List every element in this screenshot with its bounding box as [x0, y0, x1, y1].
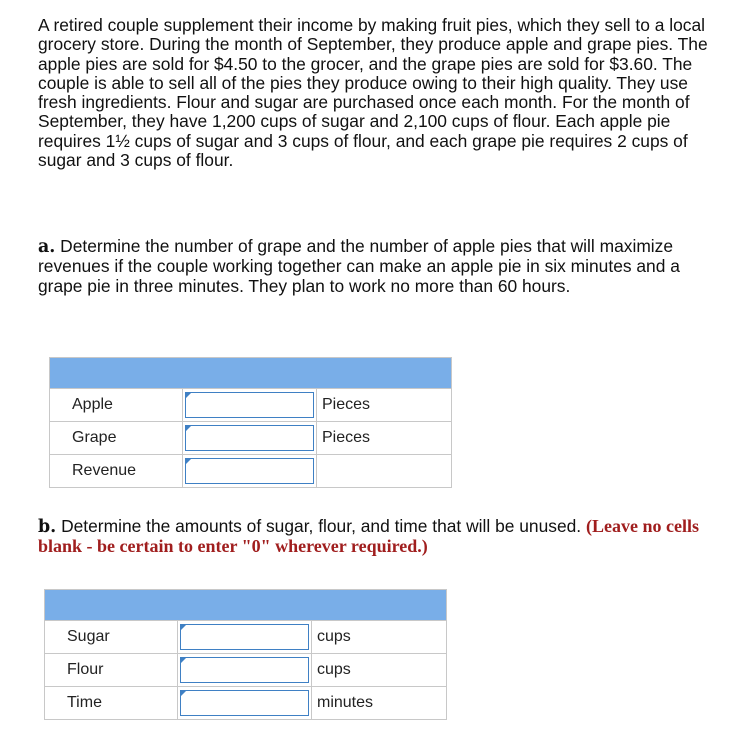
row-label-grape: Grape — [50, 422, 183, 455]
table-row — [50, 389, 452, 422]
unit-sugar: cups — [312, 621, 447, 654]
question-a — [38, 237, 710, 296]
flour-input[interactable] — [180, 657, 309, 683]
input-marker-icon — [180, 690, 187, 697]
row-label-flour: Flour — [45, 654, 178, 687]
question-a-letter: a. — [38, 237, 56, 257]
row-label-sugar: Sugar — [45, 621, 178, 654]
table-row — [50, 455, 452, 488]
unit-flour: cups — [312, 654, 447, 687]
answer-table-b — [44, 589, 447, 720]
unit-apple: Pieces — [317, 389, 452, 422]
row-label-time: Time — [45, 687, 178, 720]
apple-input[interactable] — [185, 392, 314, 418]
table-row — [45, 621, 447, 654]
unit-grape: Pieces — [317, 422, 452, 455]
table-row — [45, 654, 447, 687]
table-b-header — [45, 590, 447, 621]
instruction-note: (Leave no cells blank - be certain to enter "0" wherever required.) — [38, 516, 699, 557]
table-row — [50, 422, 452, 455]
question-a-text: Determine the number of grape and the number of apple pies that will maximize revenues if the couple working together can make an apple pie in six minutes and a grape pie in three minutes. They plan to work no more than 60 hours. — [38, 236, 680, 296]
grape-input[interactable] — [185, 425, 314, 451]
input-marker-icon — [180, 624, 187, 631]
time-input[interactable] — [180, 690, 309, 716]
table-a-header — [50, 358, 452, 389]
question-b-letter: b. — [38, 517, 57, 537]
input-marker-icon — [185, 392, 192, 399]
input-marker-icon — [180, 657, 187, 664]
answer-table-a — [49, 357, 452, 488]
row-label-revenue: Revenue — [50, 455, 183, 488]
question-b — [38, 517, 710, 557]
revenue-input[interactable] — [185, 458, 314, 484]
table-row — [45, 687, 447, 720]
input-marker-icon — [185, 458, 192, 465]
unit-revenue — [317, 455, 452, 488]
row-label-apple: Apple — [50, 389, 183, 422]
input-marker-icon — [185, 425, 192, 432]
question-b-text: Determine the amounts of sugar, flour, and time that will be unused. — [61, 516, 582, 536]
sugar-input[interactable] — [180, 624, 309, 650]
unit-time: minutes — [312, 687, 447, 720]
problem-statement: A retired couple supplement their income by making fruit pies, which they sell to a local grocery store. During the month of September, they produce apple and grape pies. The apple pies are sold for $4.50 to the grocer, and the grape pies are sold for $3.60. The couple is able to sell all of the pies they produce owing to their high quality. They use fresh ingredients. Flour and sugar are purchased once each month. For the month of September, they have 1,200 cups of sugar and 2,100 cups of flour. Each apple pie requires 1½ cups of sugar and 3 cups of flour, and each grape pie requires 2 cups of sugar and 3 cups of flour. — [38, 15, 708, 171]
